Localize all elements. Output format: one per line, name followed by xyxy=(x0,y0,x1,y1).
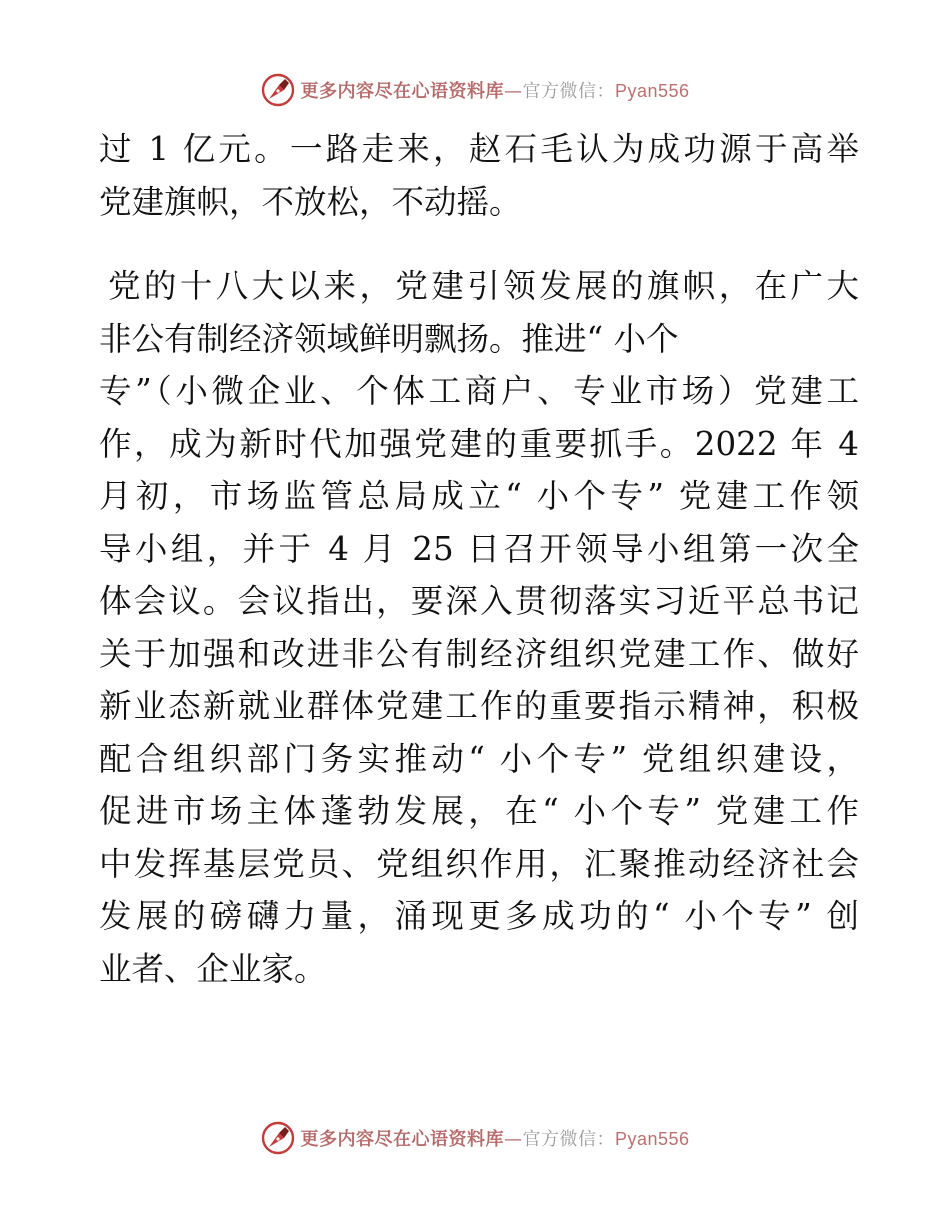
text-line: 体会议。会议指出，要深入贯彻落实习近平总书记 xyxy=(99,582,859,620)
text-line: 月初，市场监管总局成立“ 小个专” 党建工作领 xyxy=(99,477,859,515)
text-line: 专”（小微企业、个体工商户、专业市场）党建工 xyxy=(99,372,859,410)
text-line: 中发挥基层党员、党组织作用，汇聚推动经济社会 xyxy=(99,844,859,883)
text-line: 导小组，并于 4 月 25 日召开领导小组第一次全 xyxy=(99,529,859,568)
text-line: 新业态新就业群体党建工作的重要指示精神，积极 xyxy=(99,687,859,725)
watermark-dash: — xyxy=(503,1129,523,1150)
pen-nib-logo-icon xyxy=(260,1120,296,1156)
watermark-dash: — xyxy=(503,81,523,102)
text-line: 发展的磅礴力量，涌现更多成功的“ 小个专” 创 xyxy=(99,897,859,935)
text-line: 过 1 亿元。一路走来，赵石毛认为成功源于高举 xyxy=(99,130,859,168)
text-line: 党的十八大以来，党建引领发展的旗帜，在广大 xyxy=(108,267,859,305)
watermark-wechat-id: Pyan556 xyxy=(614,81,690,101)
pen-nib-logo-icon xyxy=(260,72,296,108)
header-watermark xyxy=(0,70,950,110)
document-body xyxy=(99,123,859,995)
footer-watermark xyxy=(0,1118,950,1158)
paragraph-1 xyxy=(99,123,859,228)
text-line: 配合组织部门务实推动“ 小个专” 党组织建设， xyxy=(99,739,859,778)
paragraph-spacer xyxy=(99,228,859,260)
paragraph-2 xyxy=(99,260,859,995)
text-line: 促进市场主体蓬勃发展，在“ 小个专” 党建工作 xyxy=(99,792,859,830)
watermark-label: 官方微信： xyxy=(522,81,615,102)
watermark-label: 官方微信： xyxy=(522,1129,615,1150)
watermark-brand: 更多内容尽在心语资料库 xyxy=(300,81,504,102)
text-line: 关于加强和改进非公有制经济组织党建工作、做好 xyxy=(99,634,859,673)
text-line: 非公有制经济领域鲜明飘扬。推进“ 小个 xyxy=(99,319,679,358)
text-line: 作，成为新时代加强党建的重要抓手。2022 年 4 xyxy=(99,424,859,463)
watermark-brand: 更多内容尽在心语资料库 xyxy=(300,1129,504,1150)
text-line: 党建旗帜，不放松，不动摇。 xyxy=(99,182,522,221)
watermark-wechat-id: Pyan556 xyxy=(614,1129,690,1149)
text-line: 业者、企业家。 xyxy=(99,949,327,988)
